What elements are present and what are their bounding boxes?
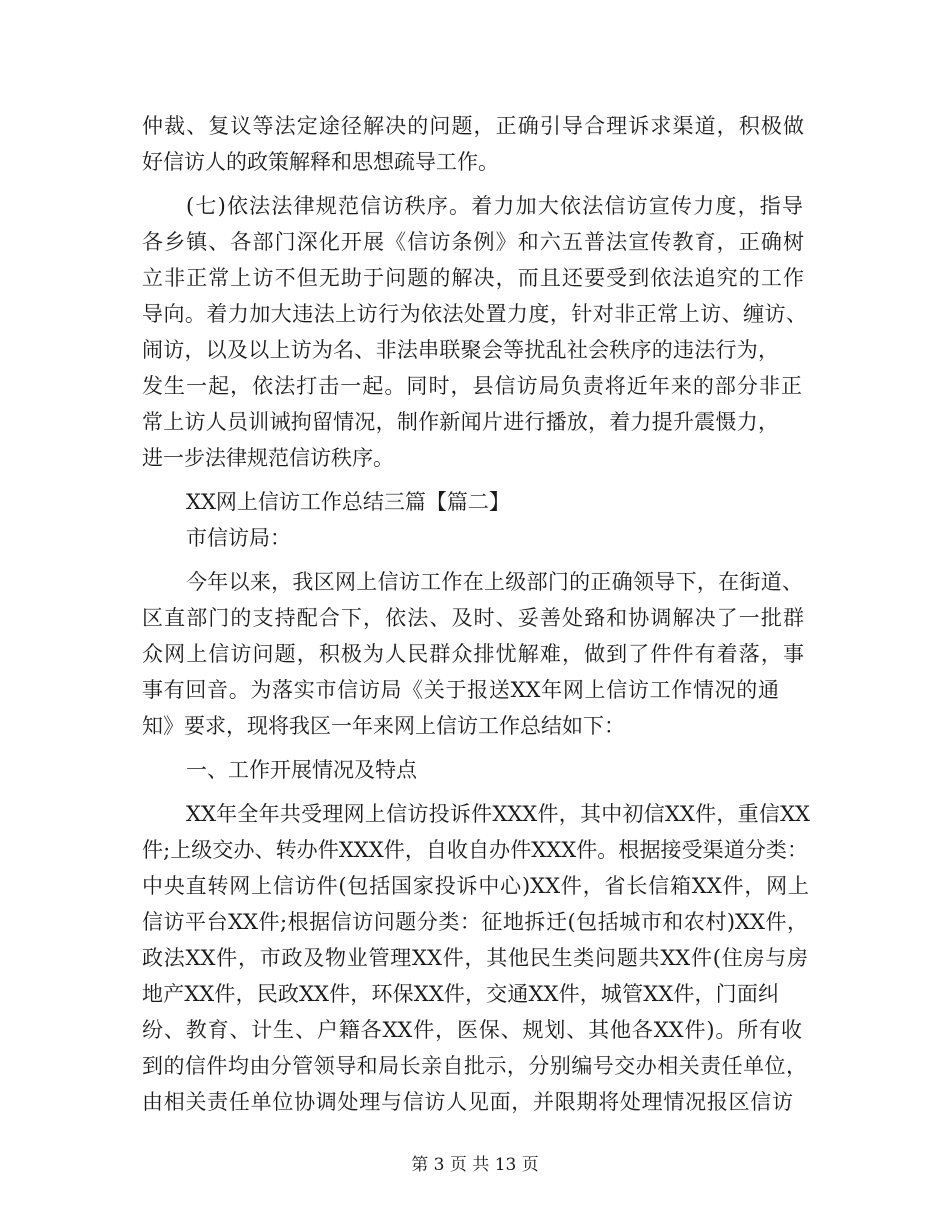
text-line-content: 区直部门的支持配合下，依法、及时、妥善处臵和协调解决了一批群 bbox=[142, 606, 804, 630]
text-line-content: 进一步法律规范信访秩序。 bbox=[142, 446, 394, 470]
text-line-content: 纷、教育、计生、户籍各XX件，医保、规划、其他各XX件)。所有收 bbox=[142, 1018, 802, 1042]
text-line-content: XX年全年共受理网上信访投诉件XXX件，其中初信XX件，重信XX bbox=[186, 802, 810, 826]
text-line-content: 好信访人的政策解释和思想疏导工作。 bbox=[142, 150, 499, 174]
text-line-content: XX网上信访工作总结三篇【篇二】 bbox=[186, 490, 510, 514]
text-line-content: 各乡镇、各部门深化开展《信访条例》和六五普法宣传教育，正确树 bbox=[142, 230, 804, 254]
text-line-content: 中央直转网上信访件(包括国家投诉中心)XX件，省长信箱XX件，网上 bbox=[142, 874, 809, 898]
text-line-content: 市信访局： bbox=[186, 526, 291, 550]
text-line-content: 知》要求，现将我区一年来网上信访工作总结如下： bbox=[142, 714, 625, 738]
text-line-content: 地产XX件，民政XX件，环保XX件，交通XX件，城管XX件，门面纠 bbox=[142, 982, 779, 1006]
text-line-content: 发生一起，依法打击一起。同时，县信访局负责将近年来的部分非正 bbox=[142, 374, 802, 398]
text-line-content: 到的信件均由分管领导和局长亲自批示，分别编号交办相关责任单位， bbox=[142, 1054, 807, 1078]
text-line-content: (七)依法法律规范信访秩序。着力加大依法信访宣传力度，指导 bbox=[186, 194, 803, 218]
text-line-content: 众网上信访问题，积极为人民群众排忧解难，做到了件件有着落，事 bbox=[142, 642, 804, 666]
text-line-content: 政法XX件，市政及物业管理XX件，其他民生类问题共XX件(住房与房 bbox=[142, 946, 808, 970]
text-line-content: 件;上级交办、转办件XXX件，自收自办件XXX件。根据接受渠道分类： bbox=[142, 838, 808, 862]
page-number-footer: 第 3 页 共 13 页 bbox=[411, 1155, 539, 1175]
text-line-content: 事有回音。为落实市信访局《关于报送XX年网上信访工作情况的通 bbox=[142, 678, 779, 702]
text-line-content: 由相关责任单位协调处理与信访人见面，并限期将处理情况报区信访 bbox=[142, 1090, 793, 1114]
text-line-content: 今年以来，我区网上信访工作在上级部门的正确领导下，在街道、 bbox=[186, 570, 803, 594]
text-line-content: 信访平台XX件;根据信访问题分类：征地拆迁(包括城市和农村)XX件， bbox=[142, 910, 808, 934]
text-line-content: 闹访，以及以上访为名、非法串联聚会等扰乱社会秩序的违法行为， bbox=[142, 338, 779, 362]
text-line-content: 立非正常上访不但无助于问题的解决，而且还要受到依法追究的工作 bbox=[142, 266, 804, 290]
text-line-content: 常上访人员训诫拘留情况，制作新闻片进行播放，着力提升震慑力， bbox=[142, 410, 779, 434]
text-line-content: 导向。着力加大违法上访行为依法处置力度，针对非正常上访、缠访、 bbox=[142, 302, 807, 326]
text-line-content: 一、工作开展情况及特点 bbox=[186, 758, 417, 782]
text-line-content: 仲裁、复议等法定途径解决的问题，正确引导合理诉求渠道，积极做 bbox=[142, 114, 804, 138]
